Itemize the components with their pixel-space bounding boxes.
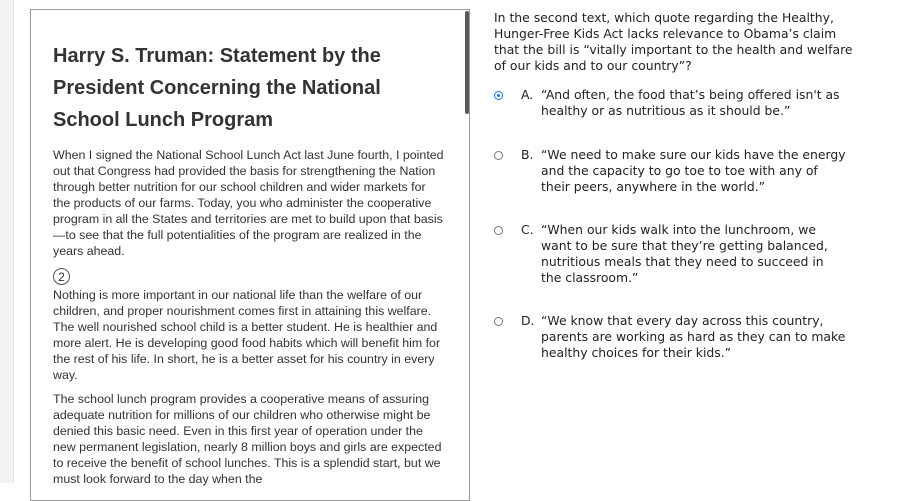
option-text: “We need to make sure our kids have the energy and the capacity to go toe to toe with any of their peers, anywhere in the world.” xyxy=(541,147,846,194)
passage-panel[interactable] xyxy=(30,9,470,501)
paragraph-number-marker: 2 xyxy=(53,268,70,285)
question-area xyxy=(494,10,864,360)
radio-button-d[interactable] xyxy=(494,317,503,326)
radio-button-a[interactable] xyxy=(494,91,503,100)
passage-paragraph: When I signed the National School Lunch Act last June fourth, I pointed out that Congress had provided the basis for strengthening the Nation through better nutrition for our school children and wider markets for the products of our farms. Today, you who administer the cooperative program in all the States and territories are met to build upon that basis—to see that the full potentialities of the program are realized in the years ahead. xyxy=(53,148,444,258)
passage-title: Harry S. Truman: Statement by the President Concerning the National School Lunch Program xyxy=(53,45,381,131)
option-text: “When our kids walk into the lunchroom, we want to be sure that they’re getting balanced, nutritious meals that they need to succeed in the classroom.” xyxy=(541,222,828,285)
left-sidebar-strip xyxy=(0,0,14,483)
option-letter: B. xyxy=(521,147,534,162)
passage-content xyxy=(53,40,446,487)
option-letter: D. xyxy=(521,313,535,328)
option-letter: A. xyxy=(521,87,534,102)
radio-button-c[interactable] xyxy=(494,226,503,235)
passage-scrollbar[interactable] xyxy=(465,11,469,114)
passage-paragraph: Nothing is more important in our national life than the welfare of our children, and proper nourishment comes first in attaining this welfare. The well nourished school child is a better student. He is healthier and more alert. He is developing good food habits which will benefit him for the rest of his life. In short, he is a better asset for his country in every way. xyxy=(53,288,441,382)
option-letter: C. xyxy=(521,222,534,237)
question-prompt: In the second text, which quote regarding the Healthy, Hunger-Free Kids Act lacks relevance to Obama’s claim that the bill is “vitally important to the health and welfare of our kids and to our country”? xyxy=(494,10,853,73)
passage-paragraph: The school lunch program provides a cooperative means of assuring adequate nutrition for millions of our children who otherwise might be denied this basic need. Even in this first year of operation under the new permanent legislation, nearly 8 million boys and girls are expected to receive the benefit of school lunches. This is a splendid start, but we must look forward to the day when the xyxy=(53,392,442,486)
option-text: “And often, the food that’s being offered isn't as healthy or as nutritious as it should be.” xyxy=(541,87,840,118)
option-text: “We know that every day across this country, parents are working as hard as they can to make healthy choices for their kids.” xyxy=(541,313,846,360)
radio-button-b[interactable] xyxy=(494,151,503,160)
